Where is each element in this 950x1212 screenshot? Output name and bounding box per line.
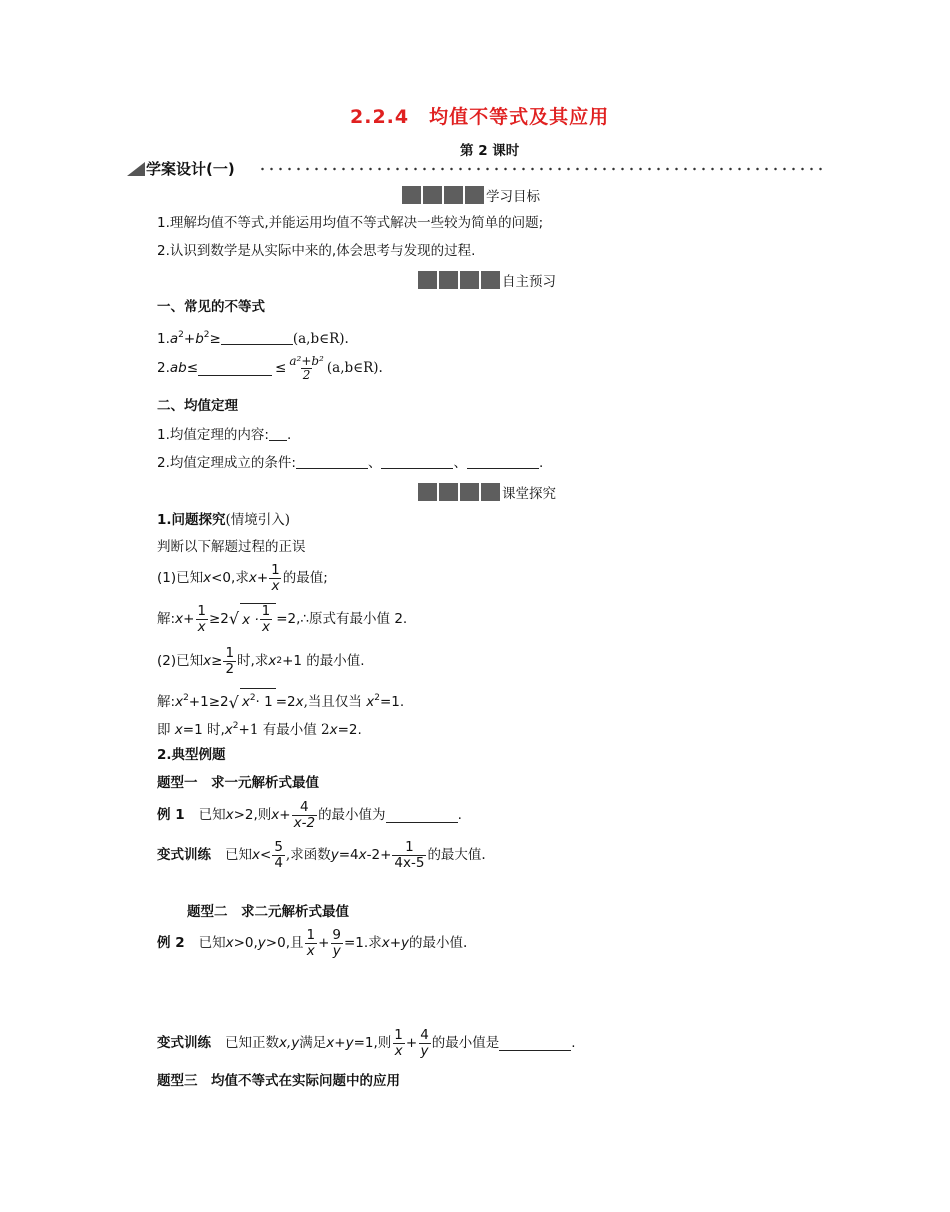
heading-bars-icon [418, 271, 502, 294]
answer-blank[interactable] [269, 426, 287, 441]
examples-title: 2.典型例题 [157, 747, 226, 763]
solution-3: 即 x=1 时$,x^2+1$ 有最小值 2x=2. [157, 721, 362, 738]
explore-heading [418, 483, 556, 506]
type3-title: 题型三 均值不等式在实际问题中的应用 [157, 1073, 400, 1089]
sqrt-icon: √ [228, 609, 240, 628]
preview-heading [418, 271, 556, 294]
example-1: 例 1 已知 x >2,则 x + $\frac{4}{x-2}$ 的最小值为 . [157, 798, 462, 831]
goal-item-2: 2.认识到数学是从实际中来的,体会思考与发现的过程. [157, 243, 476, 259]
problem-1: (1)已知 x <0,求 x + $\frac{1}{x}$ 的最值; [157, 561, 328, 594]
banner-triangle-icon [127, 162, 145, 176]
variant-1: 变式训练 已知 x < $\frac{5}{4}$ ,求函数 y =4 x -2+ $\frac{1}{4x-5}$ 的最大值. [157, 838, 486, 871]
answer-blank[interactable] [221, 330, 293, 345]
type2-title: 题型二 求二元解析式最值 [187, 904, 349, 920]
example-2: 例 2 已知 x >0, y >0,且 $\frac{1}{x}$ + $\frac{9}{y}$ =1.求 x + y 的最小值. [157, 926, 468, 959]
banner-divider [258, 166, 823, 172]
question-title: 1.问题探究(情境引入) [157, 512, 291, 528]
part2-title: 二、均值定理 [157, 398, 238, 414]
variant-2: 变式训练 已知正数 x,y 满足 x + y =1,则 $\frac{1}{x}$ + $\frac{4}{y}$ 的最小值是 . [157, 1026, 576, 1059]
answer-blank[interactable] [386, 808, 458, 823]
inequality-1: $1.a^2+b^2\ge$ (a,b∈R). [157, 330, 349, 347]
type1-title: 题型一 求一元解析式最值 [157, 775, 319, 791]
preview-heading-text: 自主预习 [502, 274, 556, 290]
part1-title: 一、常见的不等式 [157, 299, 265, 315]
explore-heading-text: 课堂探究 [502, 486, 556, 502]
problem-2: (2)已知 x ≥ $\frac{1}{2}$ 时,求 x 2 +1 的最小值. [157, 644, 365, 677]
solution-2: 解$:x^2+1\ge 2√$ $x^2\cdot 1 =2x$,当且仅当 $x^2=1$. [157, 688, 404, 712]
answer-blank[interactable] [499, 1036, 571, 1051]
sqrt-icon: √ [228, 693, 239, 712]
section-banner: 学案设计(一) [146, 160, 235, 178]
answer-blank[interactable] [296, 454, 368, 469]
lesson-subtitle: 第 2 课时 [460, 143, 520, 159]
theorem-content: 1.均值定理的内容: . [157, 427, 292, 443]
answer-blank[interactable] [467, 454, 539, 469]
goals-heading-text: 学习目标 [486, 189, 540, 205]
answer-blank[interactable] [381, 454, 453, 469]
judge-text: 判断以下解题过程的正误 [157, 539, 306, 555]
solution-1: 解: x + $\frac{1}{x}$ ≥2 √ x · $\frac{1}{x}$ =2,∴原式有最小值 2. [157, 602, 408, 635]
page-title: 2.2.4 均值不等式及其应用 [350, 106, 610, 128]
goal-item-1: 1.理解均值不等式,并能运用均值不等式解决一些较为简单的问题; [157, 215, 544, 231]
goals-heading [402, 186, 540, 209]
answer-blank[interactable] [198, 361, 272, 376]
heading-bars-icon [418, 483, 502, 506]
inequality-2: 2. ab ≤ ≤ $\frac{\text{a²+b²}}{2}$ (a,b∈R). [157, 353, 383, 382]
heading-bars-icon [402, 186, 486, 209]
theorem-conditions: 2.均值定理成立的条件: 、 、 . [157, 455, 544, 471]
